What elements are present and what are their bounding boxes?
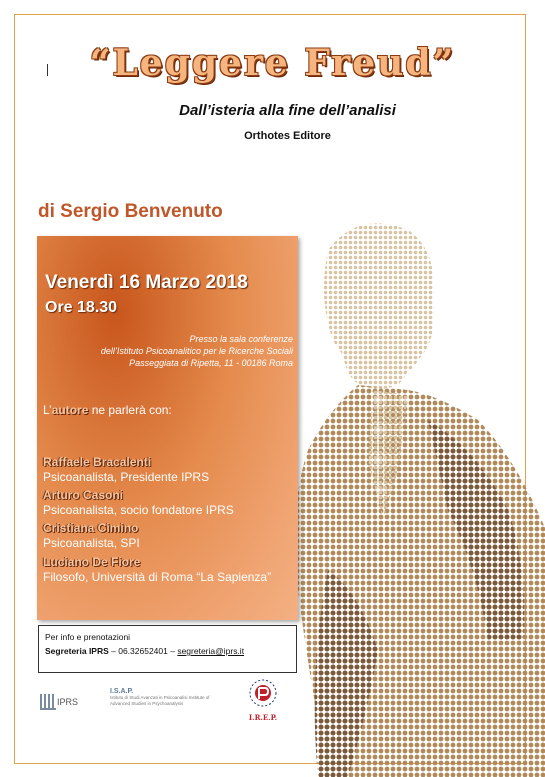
info-heading: Per info e prenotazioni bbox=[45, 632, 131, 642]
freud-portrait-image bbox=[288, 190, 545, 777]
speaker-item bbox=[43, 555, 271, 585]
speakers-intro bbox=[43, 403, 172, 417]
isap-logo-name: I.S.A.P. bbox=[110, 688, 134, 695]
irep-emblem-icon bbox=[248, 678, 278, 708]
venue-line: dell’Istituto Psicoanalitico per le Ricerche Sociali bbox=[100, 346, 293, 356]
speaker-item bbox=[43, 455, 209, 485]
speaker-name: Raffaele Bracalenti bbox=[43, 455, 152, 469]
speaker-name: Luciano De Fiore bbox=[43, 555, 141, 569]
iprs-logo-text: IPRS bbox=[57, 697, 79, 707]
speaker-role: Psicoanalista, SPI bbox=[43, 536, 140, 550]
info-contact bbox=[45, 644, 290, 658]
event-date: Venerdì 16 Marzo 2018 bbox=[45, 272, 248, 293]
irep-logo bbox=[243, 678, 283, 722]
speaker-role: Psicoanalista, Presidente IPRS bbox=[43, 470, 210, 484]
isap-logo-desc: Istituto di Studi Avanzati in Psicoanalisi Institute of Advanced Studies in Psychoanalysis bbox=[110, 695, 210, 706]
venue-address bbox=[101, 333, 293, 369]
secretary-label: Segreteria IPRS bbox=[45, 646, 109, 656]
event-time: Ore 18.30 bbox=[45, 299, 118, 316]
info-box bbox=[38, 625, 297, 673]
speaker-role: Filosofo, Università di Roma “La Sapienza” bbox=[43, 570, 272, 584]
speaker-name: Cristiana Cimino bbox=[43, 521, 139, 535]
intro-suffix: ne parlerà con: bbox=[88, 403, 172, 417]
publisher: Orthotes Editore bbox=[244, 130, 331, 142]
intro-highlight: autore bbox=[51, 403, 89, 417]
author-line: di Sergio Benvenuto bbox=[38, 201, 223, 222]
venue-line: Presso la sala conferenze bbox=[189, 334, 293, 344]
irep-logo-text: I.R.E.P. bbox=[248, 713, 278, 722]
phone-number: – 06.32652401 – bbox=[108, 646, 178, 656]
speaker-name: Arturo Casoni bbox=[43, 488, 124, 502]
intro-prefix: L’ bbox=[43, 403, 52, 417]
speaker-role: Psicoanalista, socio fondatore IPRS bbox=[43, 503, 234, 517]
page-title: “Leggere Freud” bbox=[89, 42, 456, 84]
email-link[interactable]: segreteria@iprs.it bbox=[177, 646, 245, 656]
speaker-item bbox=[43, 488, 234, 518]
subtitle: Dall’isteria alla fine dell’analisi bbox=[179, 102, 396, 119]
isap-logo bbox=[110, 688, 230, 707]
venue-line: Passeggiata di Ripetta, 11 - 00186 Roma bbox=[129, 358, 293, 368]
speaker-item bbox=[43, 521, 140, 551]
